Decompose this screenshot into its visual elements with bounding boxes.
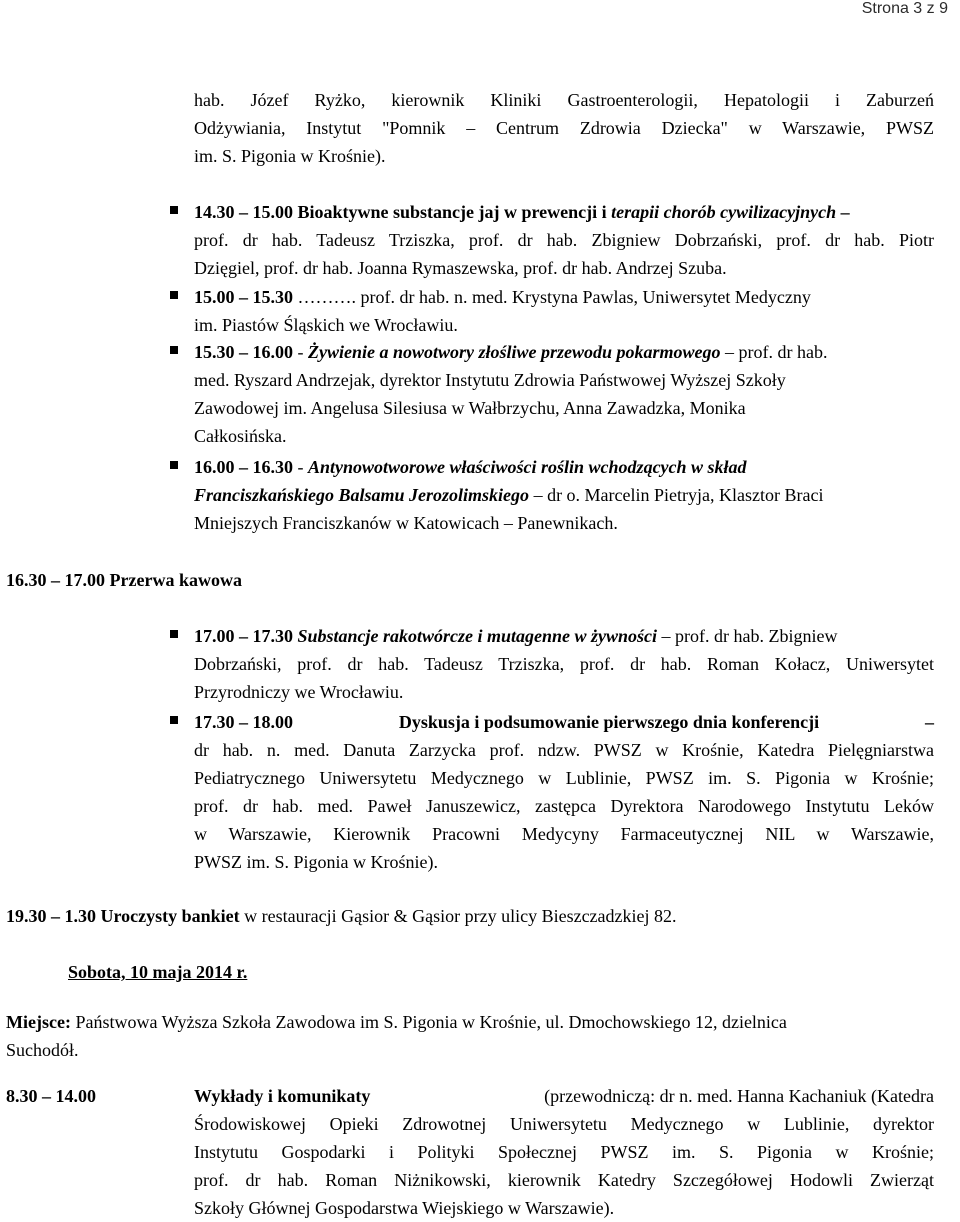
item-line: – prof. dr hab. Zbigniew (657, 626, 838, 646)
paragraph-line: im. S. Pigonia w Krośnie). (194, 146, 386, 166)
item-title-italic: terapii chorób cywilizacyjnych (611, 202, 837, 222)
place-label: Miejsce: (6, 1012, 71, 1032)
agenda-item (194, 453, 934, 537)
lectures-title: Wykłady i komunikaty (194, 1086, 371, 1106)
item-line: med. Ryszard Andrzejak, dyrektor Instytutu Zdrowia Państwowej Wyższej Szkoły (194, 370, 786, 390)
separator: - (293, 342, 308, 362)
paragraph-line: Odżywiania, Instytut "Pomnik – Centrum Zdrowia Dziecka" w Warszawie, PWSZ (194, 118, 934, 138)
continued-paragraph (194, 86, 934, 170)
separator: - (293, 457, 308, 477)
item-time: 17.30 – 18.00 (194, 712, 293, 732)
day-heading-text: Sobota, 10 maja 2014 r. (68, 962, 248, 982)
item-title: Substancje rakotwórcze i mutagenne w żywności (297, 626, 658, 646)
item-line: Przyrodniczy we Wrocławiu. (194, 682, 404, 702)
item-line: Całkosińska. (194, 426, 287, 446)
item-line: – dr o. Marcelin Pietryja, Klasztor Braci (529, 485, 824, 505)
banquet-title: 19.30 – 1.30 Uroczysty bankiet (6, 906, 240, 926)
item-time: 15.30 – 16.00 (194, 342, 293, 362)
item-title: Antynowotworowe właściwości roślin wchodzących w skład (308, 457, 747, 477)
agenda-item (194, 338, 934, 450)
bullet-icon (170, 716, 178, 724)
dash: – (840, 202, 850, 222)
item-time: 14.30 – 15.00 (194, 202, 293, 222)
banquet-details: w restauracji Gąsior & Gąsior przy ulicy Bieszczadzkiej 82. (239, 906, 677, 926)
item-line: . prof. dr hab. n. med. Krystyna Pawlas, Uniwersytet Medyczny (351, 287, 811, 307)
agenda-item (194, 622, 934, 706)
item-time: 16.00 – 16.30 (194, 457, 293, 477)
lectures-time: 8.30 – 14.00 (6, 1086, 96, 1106)
bullet-icon (170, 461, 178, 469)
item-title: Franciszkańskiego Balsamu Jerozolimskiego (194, 485, 530, 505)
page-number: Strona 3 z 9 (861, 0, 948, 17)
lectures-line: Instytutu Gospodarki i Polityki Społecznej PWSZ im. S. Pigonia w Krośnie; (194, 1142, 934, 1162)
item-line: Pediatrycznego Uniwersytetu Medycznego w Lublinie, PWSZ im. S. Pigonia w Krośnie; (194, 768, 934, 788)
item-time: 15.00 – 15.30 (194, 287, 293, 307)
agenda-item (194, 283, 934, 339)
lectures-line: Środowiskowej Opieki Zdrowotnej Uniwersytetu Medycznego w Lublinie, dyrektor (194, 1114, 934, 1134)
item-line: Mniejszych Franciszkanów w Katowicach – Panewnikach. (194, 513, 618, 533)
agenda-item (194, 708, 934, 876)
item-line: Dzięgiel, prof. dr hab. Joanna Rymaszewska, prof. dr hab. Andrzej Szuba. (194, 258, 727, 278)
bullet-icon (170, 291, 178, 299)
placeholder-dots: ……… (297, 287, 352, 307)
lectures-line: Szkoły Głównej Gospodarstwa Wiejskiego w Warszawie). (194, 1198, 615, 1218)
dash: – (925, 712, 934, 732)
place (6, 1008, 946, 1064)
item-line: Dobrzański, prof. dr hab. Tadeusz Trziszka, prof. dr hab. Roman Kołacz, Uniwersytet (194, 654, 934, 674)
item-title: Dyskusja i podsumowanie pierwszego dnia konferencji (398, 712, 820, 732)
agenda-item (194, 198, 934, 282)
paragraph-line: hab. Józef Ryżko, kierownik Kliniki Gastroenterologii, Hepatologii i Zaburzeń (194, 90, 934, 110)
lectures (194, 1082, 934, 1222)
break-label: 16.30 – 17.00 Przerwa kawowa (6, 570, 242, 590)
item-line: PWSZ im. S. Pigonia w Krośnie). (194, 852, 439, 872)
item-title: Żywienie a nowotwory złośliwe przewodu pokarmowego (308, 342, 721, 362)
item-line: w Warszawie, Kierownik Pracowni Medycyny Farmaceutycznej NIL w Warszawie, (194, 824, 934, 844)
item-line: prof. dr hab. Tadeusz Trziszka, prof. dr hab. Zbigniew Dobrzański, prof. dr hab. Piotr (194, 230, 934, 250)
place-text: Państwowa Wyższa Szkoła Zawodowa im S. Pigonia w Krośnie, ul. Dmochowskiego 12, dzielnica (70, 1012, 787, 1032)
item-line: dr hab. n. med. Danuta Zarzycka prof. ndzw. PWSZ w Krośnie, Katedra Pielęgniarstwa (194, 740, 934, 760)
item-line: – prof. dr hab. (720, 342, 828, 362)
bullet-icon (170, 206, 178, 214)
day-heading (68, 958, 247, 986)
lectures-line: (przewodniczą: dr n. med. Hanna Kachaniuk (Katedra (544, 1086, 934, 1106)
coffee-break (6, 566, 242, 594)
item-time: 17.00 – 17.30 (194, 626, 293, 646)
bullet-icon (170, 346, 178, 354)
lectures-time-block (6, 1082, 186, 1110)
item-title: Bioaktywne substancje jaj w prewencji i (297, 202, 607, 222)
place-text: Suchodół. (6, 1040, 79, 1060)
item-line: prof. dr hab. med. Paweł Januszewicz, zastępca Dyrektora Narodowego Instytutu Leków (194, 796, 934, 816)
bullet-icon (170, 630, 178, 638)
lectures-line: prof. dr hab. Roman Niżnikowski, kierownik Katedry Szczegółowej Hodowli Zwierząt (194, 1170, 934, 1190)
item-line: im. Piastów Śląskich we Wrocławiu. (194, 315, 458, 335)
banquet (6, 902, 946, 930)
item-line: Zawodowej im. Angelusa Silesiusa w Wałbrzychu, Anna Zawadzka, Monika (194, 398, 746, 418)
